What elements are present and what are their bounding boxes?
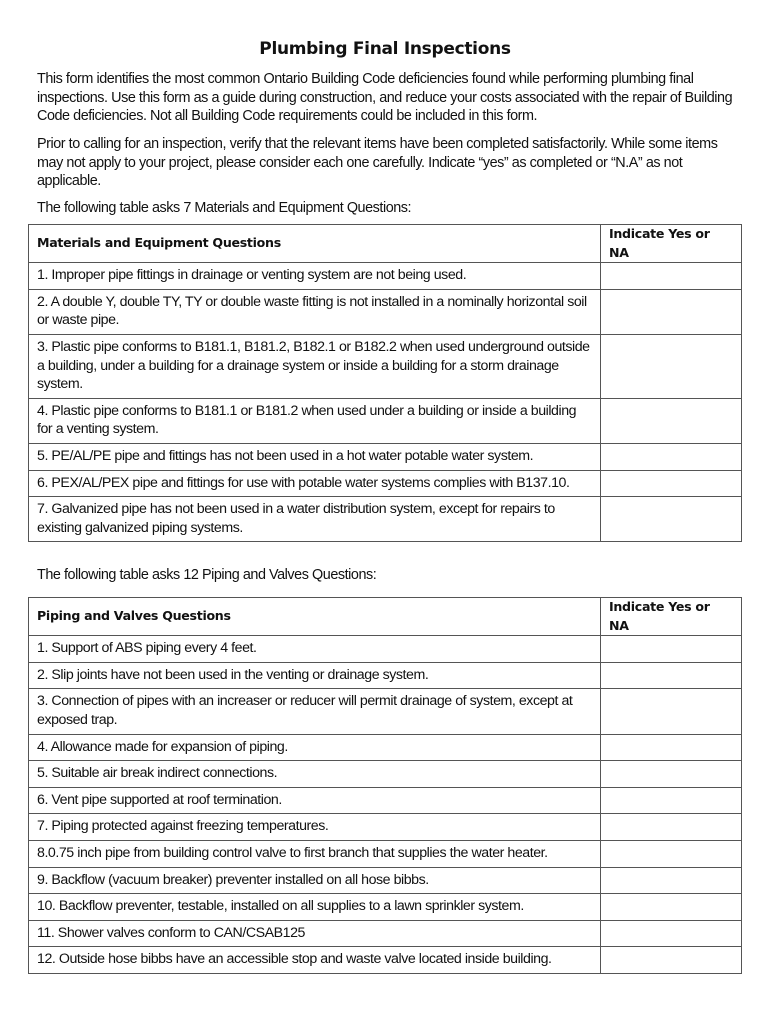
table-row bbox=[29, 761, 742, 788]
answer-cell[interactable] bbox=[601, 334, 742, 398]
answer-cell[interactable] bbox=[601, 761, 742, 788]
question-text: 9. Backflow (vacuum breaker) preventer installed on all hose bibbs. bbox=[29, 867, 601, 894]
question-text: 5. PE/AL/PE pipe and fittings has not been used in a hot water potable water system. bbox=[29, 443, 601, 470]
answer-cell[interactable] bbox=[601, 662, 742, 689]
question-text: 4. Allowance made for expansion of piping. bbox=[29, 734, 601, 761]
question-text: 3. Plastic pipe conforms to B181.1, B181.2, B182.1 or B182.2 when used underground outside a building, under a building for a drainage system or inside a building for a storm drainage system. bbox=[29, 334, 601, 398]
table-row bbox=[29, 398, 742, 443]
table-row bbox=[29, 289, 742, 334]
materials-table-lead: The following table asks 7 Materials and Equipment Questions: bbox=[37, 200, 412, 216]
table-row bbox=[29, 470, 742, 497]
question-text: 6. PEX/AL/PEX pipe and fittings for use with potable water systems complies with B137.10. bbox=[29, 470, 601, 497]
answer-cell[interactable] bbox=[601, 689, 742, 734]
table-row bbox=[29, 814, 742, 841]
table-row bbox=[29, 443, 742, 470]
answer-cell[interactable] bbox=[601, 443, 742, 470]
answer-cell[interactable] bbox=[601, 289, 742, 334]
answer-cell[interactable] bbox=[601, 947, 742, 974]
table-row bbox=[29, 662, 742, 689]
question-text: 8.0.75 inch pipe from building control valve to first branch that supplies the water heater. bbox=[29, 840, 601, 867]
table-row bbox=[29, 497, 742, 542]
table-row bbox=[29, 734, 742, 761]
question-text: 2. A double Y, double TY, TY or double waste fitting is not installed in a nominally horizontal soil or waste pipe. bbox=[29, 289, 601, 334]
answer-cell[interactable] bbox=[601, 814, 742, 841]
answer-cell[interactable] bbox=[601, 840, 742, 867]
intro-paragraph-2: Prior to calling for an inspection, verify that the relevant items have been completed satisfactorily. While some items may not apply to your project, please consider each one carefully. Indicate “yes” as completed or “N.A” as not applicable. bbox=[37, 136, 718, 190]
piping-table-lead: The following table asks 12 Piping and Valves Questions: bbox=[37, 567, 377, 583]
question-text: 2. Slip joints have not been used in the venting or drainage system. bbox=[29, 662, 601, 689]
answer-cell[interactable] bbox=[601, 894, 742, 921]
question-text: 3. Connection of pipes with an increaser or reducer will permit drainage of system, except at exposed trap. bbox=[29, 689, 601, 734]
answer-cell[interactable] bbox=[601, 920, 742, 947]
answer-cell[interactable] bbox=[601, 636, 742, 663]
question-text: 4. Plastic pipe conforms to B181.1 or B181.2 when used under a building or inside a building for a venting system. bbox=[29, 398, 601, 443]
table-header-row bbox=[29, 225, 742, 263]
question-text: 5. Suitable air break indirect connections. bbox=[29, 761, 601, 788]
table-row bbox=[29, 947, 742, 974]
page-title: Plumbing Final Inspections bbox=[259, 39, 511, 59]
question-text: 10. Backflow preventer, testable, installed on all supplies to a lawn sprinkler system. bbox=[29, 894, 601, 921]
answer-column-header: Indicate Yes or NA bbox=[601, 598, 742, 636]
answer-cell[interactable] bbox=[601, 398, 742, 443]
question-text: 12. Outside hose bibbs have an accessible stop and waste valve located inside building. bbox=[29, 947, 601, 974]
question-text: 7. Galvanized pipe has not been used in a water distribution system, except for repairs to existing galvanized piping systems. bbox=[29, 497, 601, 542]
question-text: 1. Support of ABS piping every 4 feet. bbox=[29, 636, 601, 663]
table-row bbox=[29, 920, 742, 947]
question-text: 1. Improper pipe fittings in drainage or venting system are not being used. bbox=[29, 263, 601, 290]
table-row bbox=[29, 334, 742, 398]
intro-paragraph-1: This form identifies the most common Ontario Building Code deficiencies found while performing plumbing final inspections. Use this form as a guide during construction, and reduce your costs associated with the repair of Building Code deficiencies. Not all Building Code requirements could be included in this form. bbox=[37, 71, 733, 125]
table-row bbox=[29, 787, 742, 814]
question-column-header: Piping and Valves Questions bbox=[29, 598, 601, 636]
table-row bbox=[29, 840, 742, 867]
table-row bbox=[29, 636, 742, 663]
question-column-header: Materials and Equipment Questions bbox=[29, 225, 601, 263]
answer-column-header: Indicate Yes or NA bbox=[601, 225, 742, 263]
materials-equipment-table bbox=[28, 224, 742, 542]
answer-cell[interactable] bbox=[601, 497, 742, 542]
answer-cell[interactable] bbox=[601, 734, 742, 761]
table-header-row bbox=[29, 598, 742, 636]
answer-cell[interactable] bbox=[601, 787, 742, 814]
answer-cell[interactable] bbox=[601, 470, 742, 497]
table-row bbox=[29, 263, 742, 290]
table-row bbox=[29, 867, 742, 894]
table-row bbox=[29, 894, 742, 921]
table-row bbox=[29, 689, 742, 734]
question-text: 6. Vent pipe supported at roof termination. bbox=[29, 787, 601, 814]
question-text: 7. Piping protected against freezing temperatures. bbox=[29, 814, 601, 841]
answer-cell[interactable] bbox=[601, 263, 742, 290]
piping-valves-table bbox=[28, 597, 742, 974]
question-text: 11. Shower valves conform to CAN/CSAB125 bbox=[29, 920, 601, 947]
answer-cell[interactable] bbox=[601, 867, 742, 894]
